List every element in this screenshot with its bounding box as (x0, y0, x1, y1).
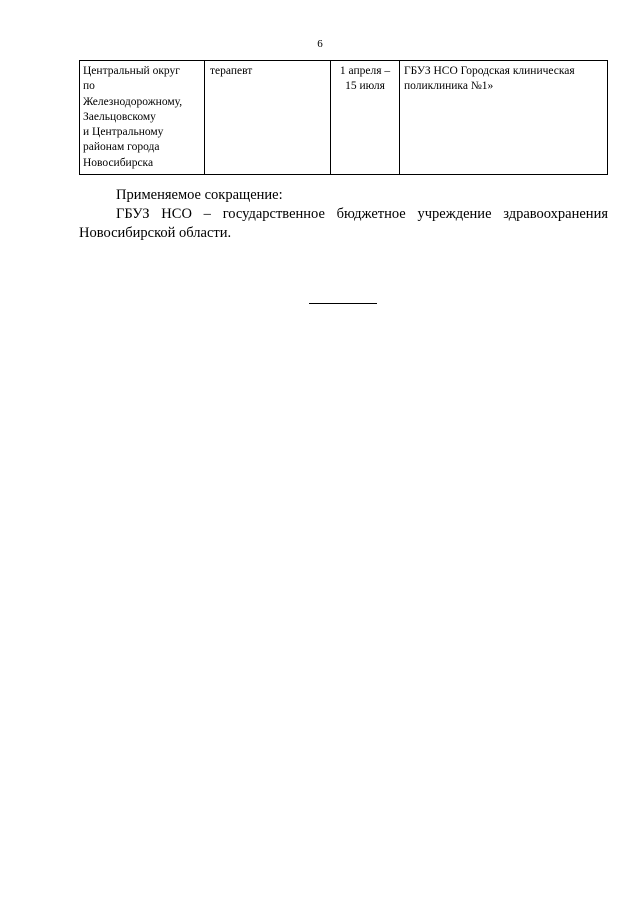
specialist-cell (205, 61, 331, 175)
table-row (80, 61, 608, 175)
period-cell (331, 61, 400, 175)
end-divider (309, 303, 377, 304)
period-text: 1 апреля – 15 июля (339, 65, 391, 93)
district-text: Центральный округ по Железнодорожному, Заельцовскому и Центральному районам города Новосибирска (83, 65, 183, 169)
institution-cell (400, 61, 608, 175)
specialist-text: терапевт (210, 65, 253, 77)
abbreviation-definition: ГБУЗ НСО – государственное бюджетное учреждение здравоохранения Новосибирской области. (79, 206, 608, 241)
page-number: 6 (317, 38, 323, 50)
schedule-table (79, 60, 608, 175)
abbreviation-heading: Применяемое сокращение: (116, 187, 283, 203)
institution-text: ГБУЗ НСО Городская клиническая поликлиника №1» (404, 65, 575, 93)
district-cell (80, 61, 205, 175)
